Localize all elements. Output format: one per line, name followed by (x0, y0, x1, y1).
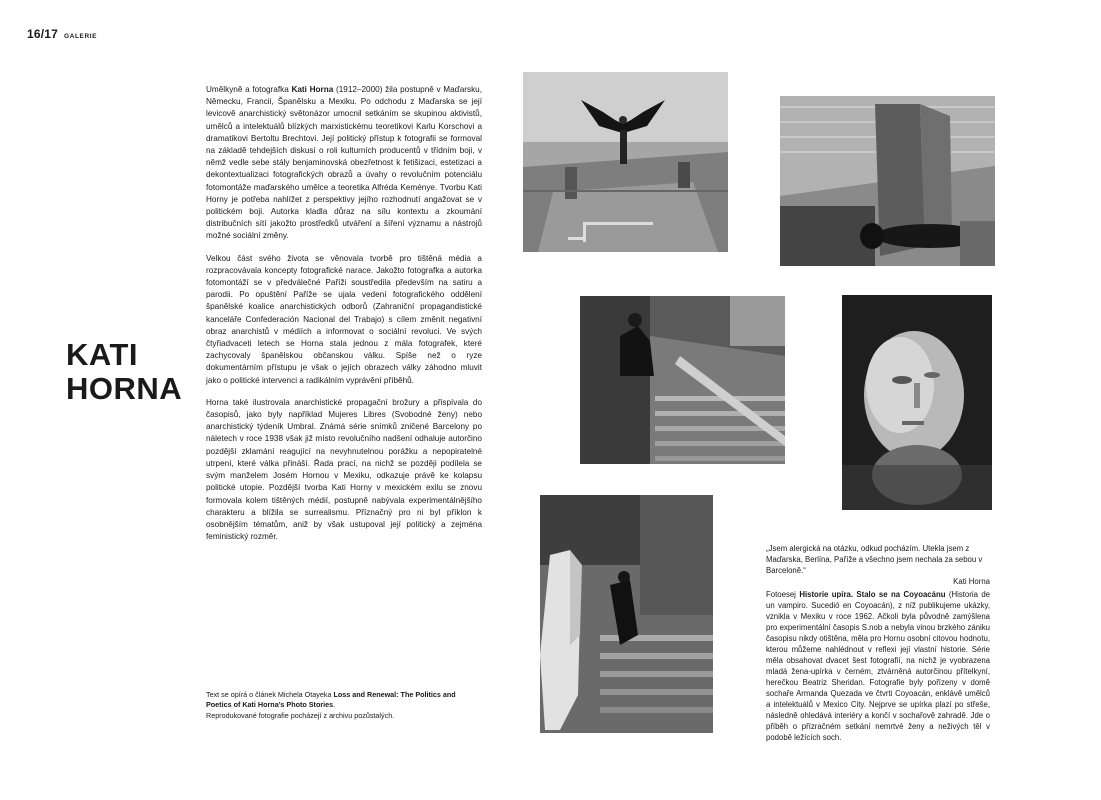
photo-rooftop-wings (523, 72, 728, 252)
body-p1-start: Umělkyně a fotografka (206, 85, 292, 94)
essay-text: (Historia de un vampiro. Sucedió en Coyoacán), z níž publikujeme ukázky, vznikla v Mexiku v roce 1962. Ačkoli byla původně zamýšlena pro experimentální časopis S.nob a nebyla vinou brzkého zániku časopisu nikdy otištěna, měla pro Hornu osobní citovou hodnotu, kterou můžeme nahlédnout v reflexi její vlastní historie. Série měla obsahovat dvacet šest fotografií, na nichž je vyobrazena mladá žena-upírka v černém, ztvárněná autorčinou přítelkyní, herečkou Beatriz Sheridan. Fotografie byly pořízeny v domě sochaře Armanda Quezada ve čtvrti Coyoacán, enklávě umělců a intelektuálů v Mexico City. Nejprve se upírka plazí po střeše, následně ohledává interiéry a končí v sochařově zahradě. Jde o příběh o přízračném setkání nemrtvé ženy a neživých těl v podobě ležících soch. (766, 590, 991, 742)
quote-text: „Jsem alergická na otázku, odkud pocházím. Utekla jsem z Maďarska, Berlína, Paříže a všechno jsem nechala za sebou v Barceloně.“ (766, 544, 983, 575)
title-line-1: KATI (66, 337, 139, 372)
section-label: GALERIE (64, 33, 98, 40)
footnote-article-title: Loss and Renewal: The Politics and Poetics of Kati Horna’s Photo Stories (206, 690, 456, 710)
body-paragraph-3: Horna také ilustrovala anarchistické propagační brožury a přispívala do časopisů, jako byly například Mujeres Libres (Svobodné ženy) nebo anarchistický týdeník Umbral. Známá série snímků zničené Barcelony po náletech v roce 1938 však již místo revolučního nadšení odhaluje autorčino pozdější zklamání reagující na nevyhnutelnou porážku a nepopiratelné utrpení, které válka přináší. Řada prací, na nichž se později podílela se svým manželem Josém Hornou v Mexiku, odkazuje právě ke kolapsu politické utopie. Pozdější tvorba Kati Horny v mexickém exilu se znovu formovala kolem tištěných médií, postupně nabývala experimentálnějšího charakteru a blížila se surrealismu. Příznačný pro ni byl příklon k osobnějším tématům, aniž by však ustupoval její politický a zejména feministický rozměr. (206, 397, 482, 542)
artist-name: Kati Horna (291, 85, 334, 94)
photo-staircase (580, 296, 785, 464)
article-body (206, 84, 482, 553)
body-paragraph-2: Velkou část svého života se věnovala tvorbě pro tištěná média a rozpracovávala koncepty fotografické narace. Jakožto fotografka a autorka fotomontáží se v předválečné Paříži soustředila především na satiru a parodii. Po opuštění Paříže se ujala vedení fotografického oddělení španělské koalice anarchistických odborů (Zahraniční propagandistické kanceláře Confederación Nacional del Trabajo) s cílem změnit negativní obraz anarchistů v médiích a informovat o sociální revoluci. Ve svých čtyřiadvaceti letech se Horna stala jednou z mála fotografek, které zachycovaly španělskou občanskou válku. Spíše než o ryze dokumentárním přístupu je však o jejích obrazech války záhodno mluvit jako o politické intervenci a radikálním vyprávění příběhů. (206, 253, 482, 385)
artist-quote (766, 543, 990, 587)
footnote-intro: Text se opírá o článek Michela Otayeka (206, 690, 334, 699)
photo-sculpture-head (842, 295, 992, 510)
source-footnote (206, 690, 482, 721)
title-line-2: HORNA (66, 371, 183, 406)
essay-intro: Fotoesej (766, 590, 800, 599)
article-title (66, 338, 182, 406)
photo-roof-crawling (780, 96, 995, 266)
body-paragraph-1 (206, 84, 482, 243)
page-number: 16/17 (27, 27, 59, 41)
essay-paragraph (766, 589, 990, 743)
photo-garden-sculpture (540, 495, 713, 733)
footnote-period: . (333, 700, 336, 710)
footnote-source (206, 690, 482, 711)
body-p1-rest: (1912–2000) žila postupně v Maďarsku, Německu, Francii, Španělsku a Mexiku. Po odchodu z Maďarska se její levicově anarchistický světonázor umocnil setkáním se skupinou aktivistů, umělců a intelektuálů blízkých marxistickému teoretikovi Karlu Korschovi a dramatikovi Bertoltu Brechtovi. Její politický přístup k fotografii se formoval na základě tehdejších diskusí o roli kulturních producentů v třídním boji, v němž vedle sebe stály benjaminovská obezřetnost k fetišizaci, estetizaci a dekontextualizaci fotografických obrazů a úvahy o revolučním potenciálu fotomontáže maďarského umělce a teoretika Alfréda Keménye. Tvorbu Kati Horny je potřeba nahlížet z perspektivy jejího rozhodnutí angažovat se v politickém boji. Autorka kladla důraz na sílu kontextu a zkoumání distribučních sítí jakožto prostředků utváření a šíření významu a nástrojů možné sociální změny. (206, 85, 482, 241)
essay-title: Historie upíra. Stalo se na Coyoacánu (799, 590, 946, 599)
page-header (27, 27, 97, 41)
footnote-credits: Reprodukované fotografie pocházejí z archivu pozůstalých. (206, 710, 395, 720)
quote-author: Kati Horna (953, 577, 990, 586)
essay-description (766, 589, 990, 743)
